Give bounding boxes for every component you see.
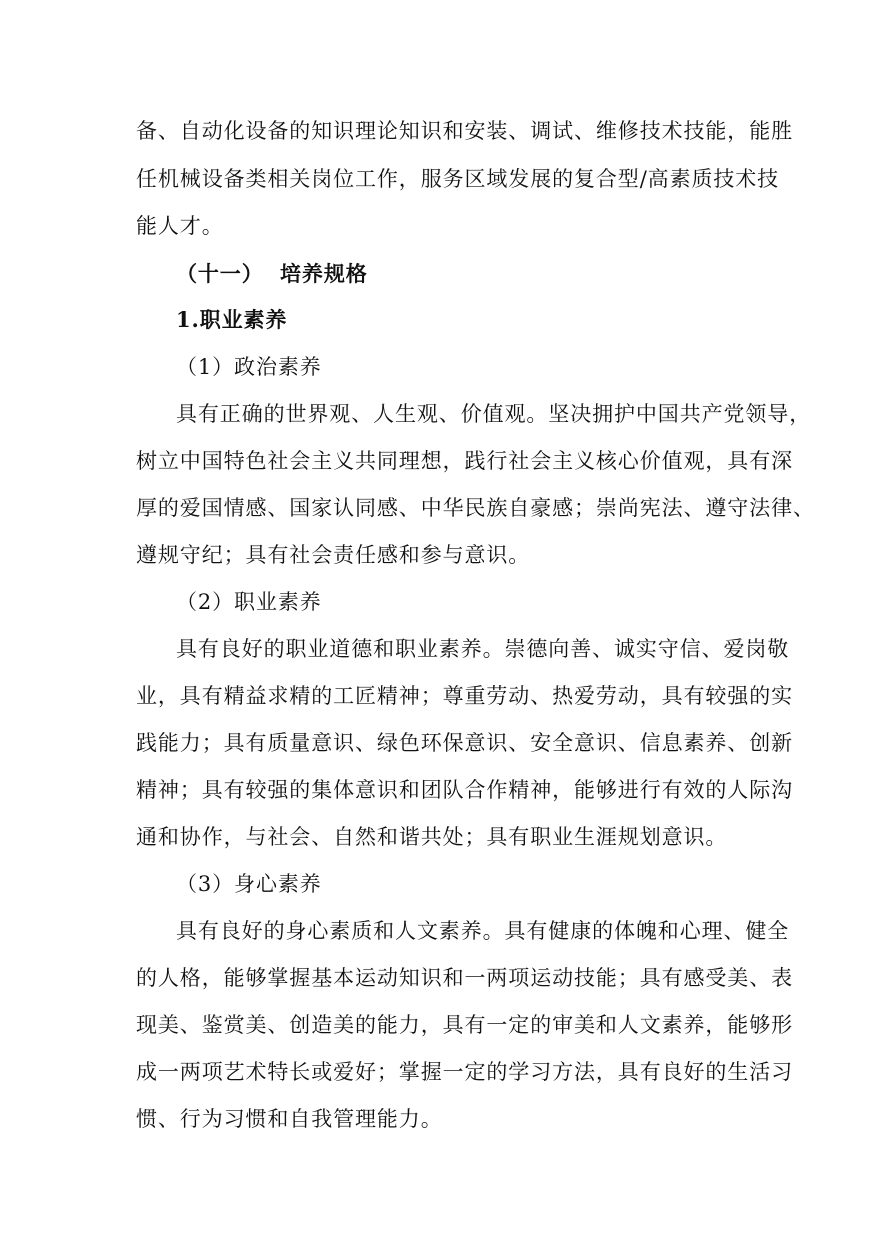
intro-line-3: 能人才。 — [136, 214, 224, 238]
physical-mental-line-4: 成一两项艺术特长或爱好；掌握一定的学习方法，具有良好的生活习 — [136, 1060, 793, 1084]
physical-mental-line-5: 惯、行为习惯和自我管理能力。 — [136, 1107, 443, 1131]
intro-line-1: 备、自动化设备的知识理论知识和安装、调试、维修技术技能，能胜 — [136, 119, 793, 143]
intro-line-2: 任机械设备类相关岗位工作，服务区域发展的复合型/高素质技术技 — [136, 167, 780, 191]
physical-mental-line-3: 现美、鉴赏美、创造美的能力，具有一定的审美和人文素养，能够形 — [136, 1013, 793, 1037]
professional-line-3: 践能力；具有质量意识、绿色环保意识、安全意识、信息素养、创新 — [136, 731, 793, 755]
professional-line-4: 精神；具有较强的集体意识和团队合作精神，能够进行有效的人际沟 — [136, 778, 793, 802]
physical-mental-heading: （3）身心素养 — [176, 872, 322, 896]
subsection-heading: 1.职业素养 — [176, 307, 288, 332]
physical-mental-line-2: 的人格，能够掌握基本运动知识和一两项运动技能；具有感受美、表 — [136, 966, 793, 990]
professional-line-5: 通和协作，与社会、自然和谐共处；具有职业生涯规划意识。 — [136, 825, 728, 849]
political-line-1: 具有正确的世界观、人生观、价值观。坚决拥护中国共产党领导， — [176, 402, 812, 426]
professional-line-2: 业，具有精益求精的工匠精神；尊重劳动、热爱劳动，具有较强的实 — [136, 684, 793, 708]
physical-mental-line-1: 具有良好的身心素质和人文素养。具有健康的体魄和心理、健全 — [176, 919, 790, 943]
professional-line-1: 具有良好的职业道德和职业素养。崇德向善、诚实守信、爱岗敬 — [176, 637, 790, 661]
political-line-4: 遵规守纪；具有社会责任感和参与意识。 — [136, 543, 531, 567]
political-heading: （1）政治素养 — [176, 355, 322, 379]
political-line-2: 树立中国特色社会主义共同理想，践行社会主义核心价值观，具有深 — [136, 449, 793, 473]
professional-heading: （2）职业素养 — [176, 590, 322, 614]
section-heading: （十一） 培养规格 — [176, 261, 368, 286]
political-line-3: 厚的爱国情感、国家认同感、中华民族自豪感；崇尚宪法、遵守法律、 — [136, 496, 815, 520]
